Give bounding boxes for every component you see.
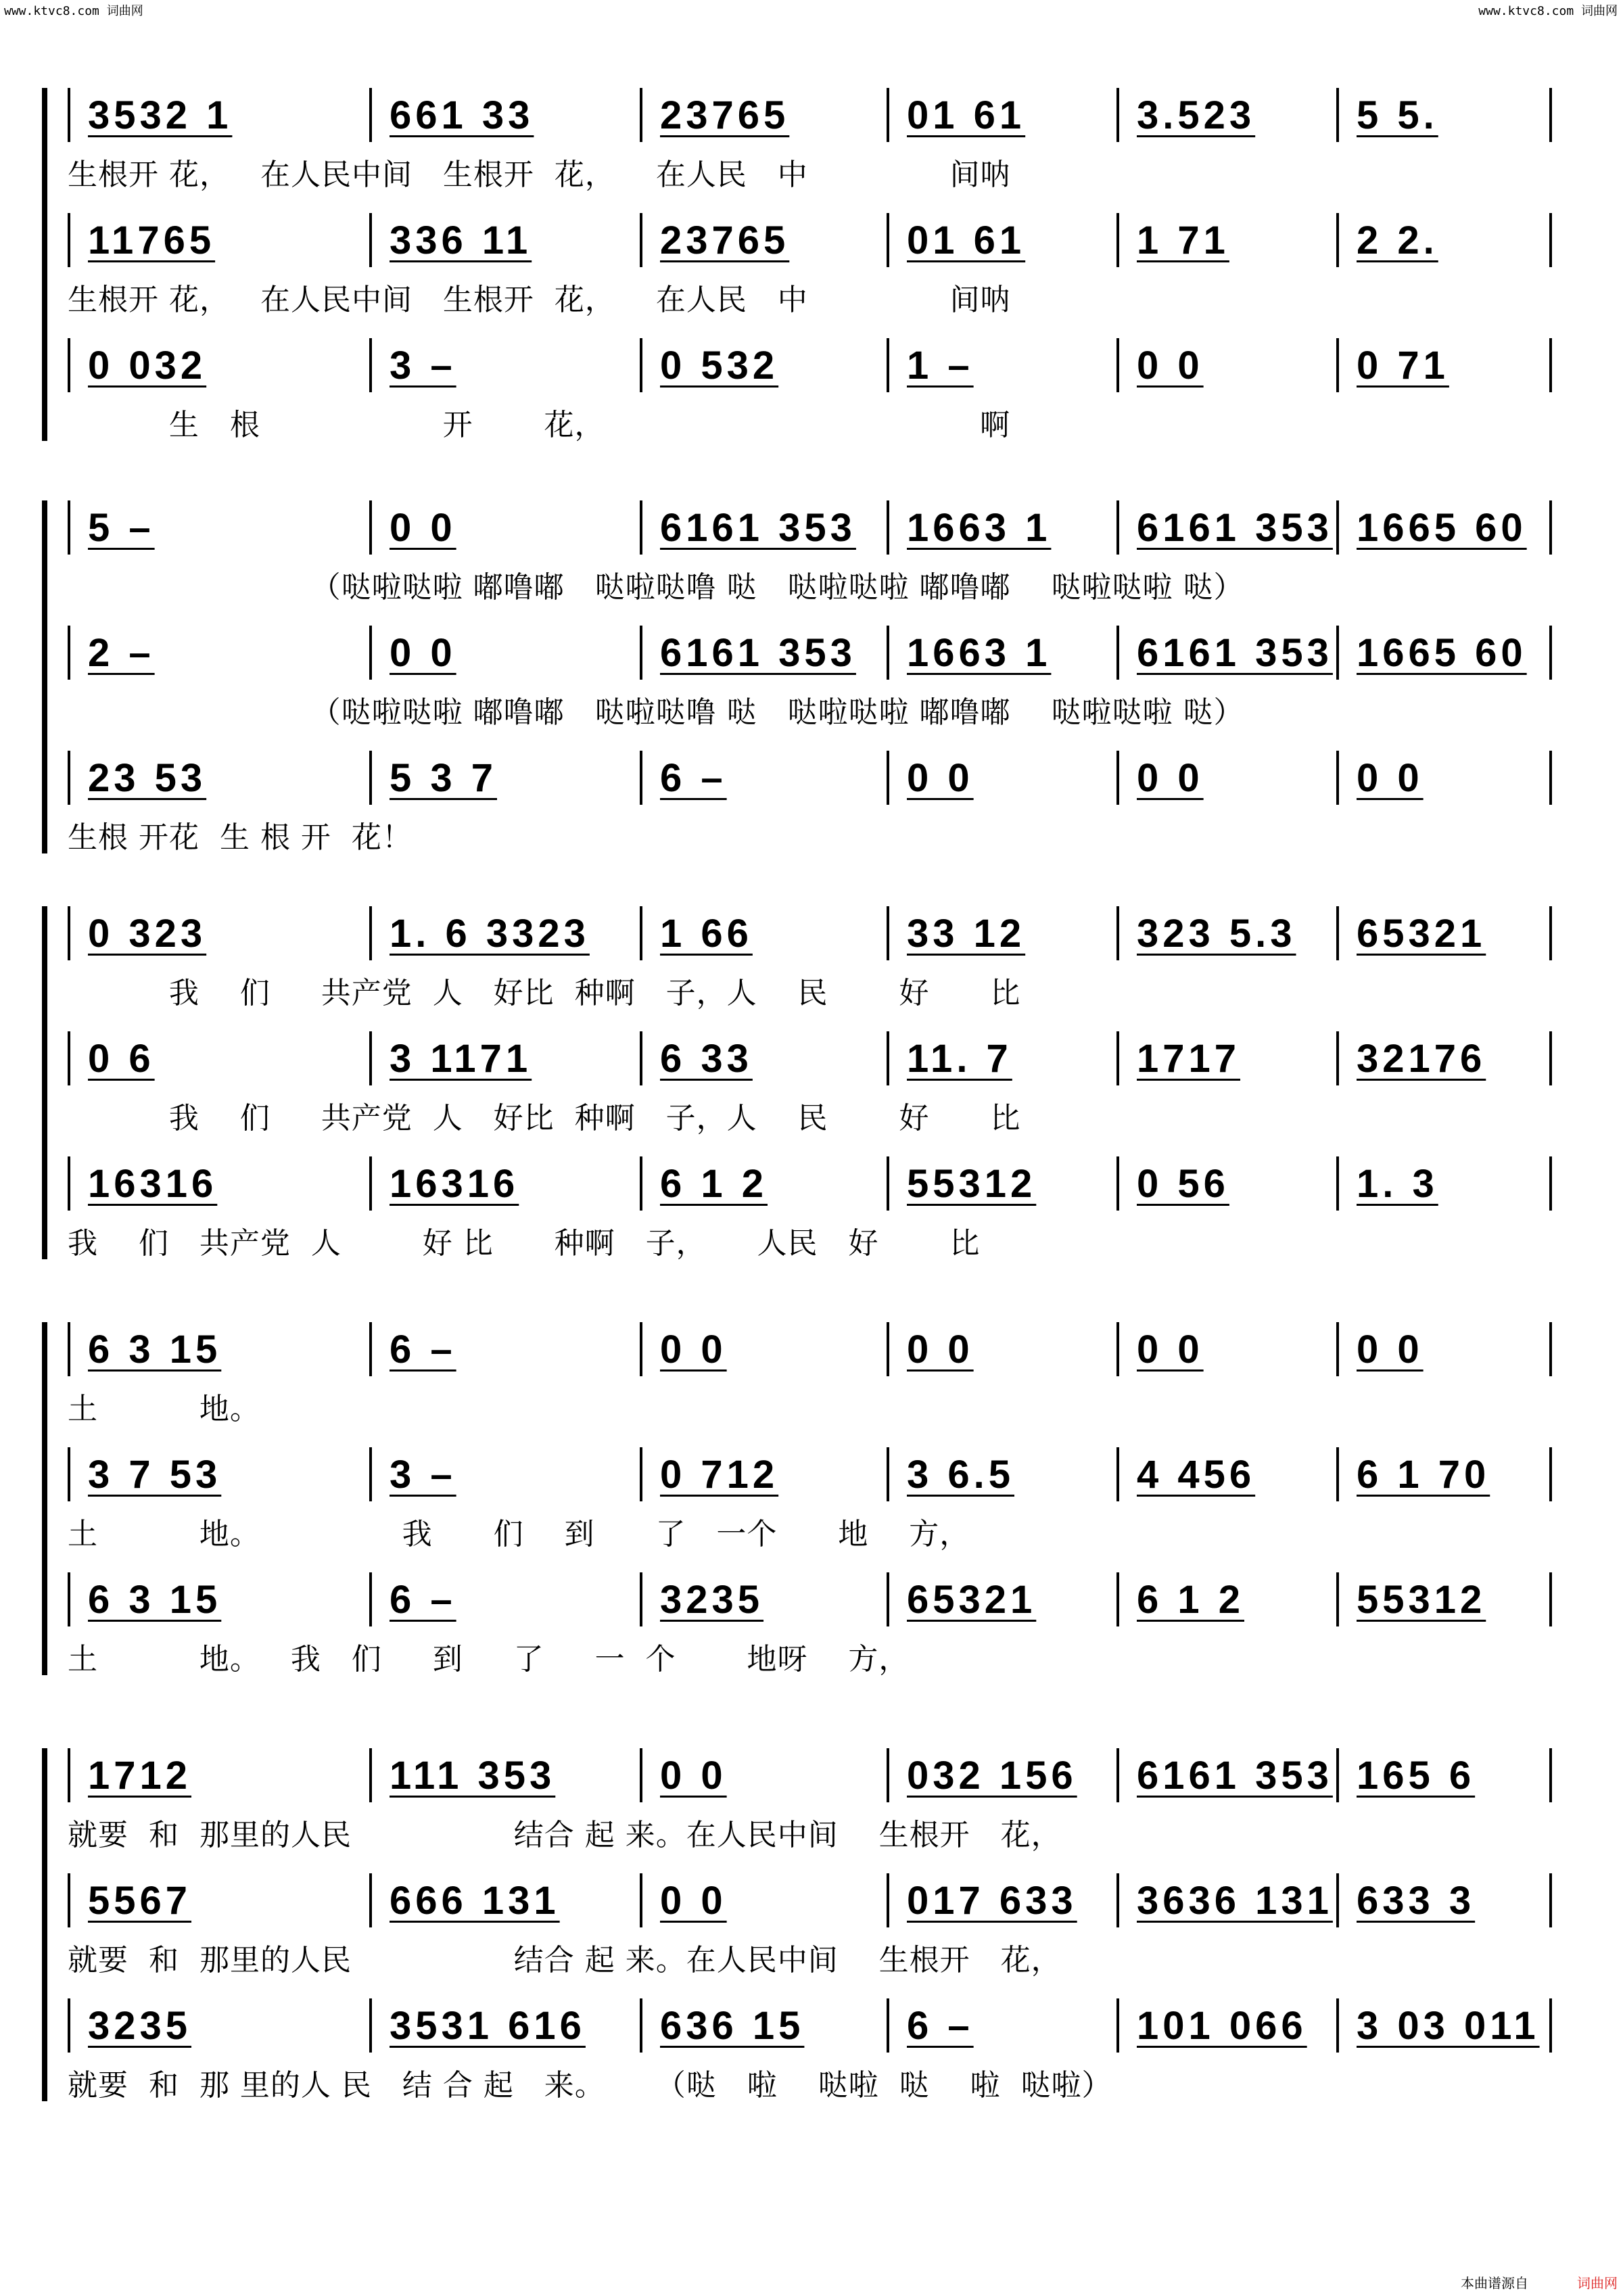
measure: 6 – [372,1572,642,1626]
lyric-text: （哒啦哒啦 嘟噜嘟 哒啦哒噜 哒 哒啦哒啦 嘟噜嘟 哒啦哒啦 哒） [68,695,1244,730]
measure: 661 33 [372,88,642,142]
measure: 0 323 [68,906,372,960]
measure: 5 5. [1339,88,1552,142]
system-bracket [42,88,53,441]
lyric-line [68,1810,1552,1851]
measure: 0 712 [642,1447,889,1501]
measure: 11. 7 [889,1031,1119,1085]
measure: 5 3 7 [372,751,642,805]
measure: 0 0 [1339,751,1552,805]
lyric-line [68,1384,1552,1425]
measure: 6 3 15 [68,1322,372,1376]
voice-notes-row [68,751,1552,805]
measure: 111 353 [372,1748,642,1802]
measure: 3636 131 [1119,1873,1339,1927]
measure: 6 3 15 [68,1572,372,1626]
measure: 6 – [889,1998,1119,2053]
measure: 0 6 [68,1031,372,1085]
measure: 1 – [889,338,1119,392]
system-bracket [42,1748,53,2101]
measure: 55312 [1339,1572,1552,1626]
footer-brand: 词曲网 [1577,2275,1618,2291]
measure: 0 0 [889,1322,1119,1376]
measure: 0 0 [1119,1322,1339,1376]
measure: 3235 [68,1998,372,2053]
measure: 23765 [642,88,889,142]
voice-notes-row [68,626,1552,680]
lyric-line [68,688,1552,728]
measure: 2 – [68,626,372,680]
measure: 16316 [68,1156,372,1211]
footer-source-note: 本曲谱源自 [1461,2275,1528,2291]
measure: 6161 353 [1119,500,1339,555]
measure: 01 61 [889,88,1119,142]
measure: 1. 3 [1339,1156,1552,1211]
lyric-text: 就要 和 那里的人民 结合 起 来。在人民中间 生根开 花， [68,1943,1062,1977]
measure: 1717 [1119,1031,1339,1085]
voice-notes-row [68,338,1552,392]
voice-notes-row [68,1156,1552,1211]
measure: 0 71 [1339,338,1552,392]
voice-notes-row [68,88,1552,142]
lyric-text: 我 们 共产党 人 好比 种啊 子，人 民 好 比 [68,1101,1021,1135]
measure: 0 0 [642,1748,889,1802]
measure: 1 66 [642,906,889,960]
voice-notes-row [68,213,1552,267]
measure: 3 – [372,338,642,392]
lyric-line [68,1219,1552,1259]
measure: 11765 [68,213,372,267]
measure: 0 0 [642,1873,889,1927]
measure: 3235 [642,1572,889,1626]
lyric-line [68,1509,1552,1550]
lyric-line [68,563,1552,603]
measure: 0 032 [68,338,372,392]
lyric-text: 我 们 共产党 人 好比 种啊 子，人 民 好 比 [68,976,1021,1010]
lyric-text: 就要 和 那 里的人 民 结 合 起 来。 （哒 啦 哒啦 哒 啦 哒啦） [68,2068,1112,2103]
measure: 0 532 [642,338,889,392]
measure: 6161 353 [642,500,889,555]
measure: 0 56 [1119,1156,1339,1211]
measure: 23765 [642,213,889,267]
measure: 165 6 [1339,1748,1552,1802]
measure: 0 0 [372,626,642,680]
measure: 0 0 [1119,338,1339,392]
measure: 1665 60 [1339,500,1552,555]
lyric-line [68,275,1552,316]
voice-notes-row [68,500,1552,555]
voice-notes-row [68,1572,1552,1626]
measure: 55312 [889,1156,1119,1211]
measure: 032 156 [889,1748,1119,1802]
lyric-text: 我 们 共产党 人 好 比 种啊 子， 人民 好 比 [68,1226,981,1261]
measure: 6 – [642,751,889,805]
measure: 2 2. [1339,213,1552,267]
measure: 3 1171 [372,1031,642,1085]
measure: 0 0 [889,751,1119,805]
site-watermark-left: www.ktvc8.com 词曲网 [4,4,143,18]
system-bracket [42,500,53,853]
measure: 33 12 [889,906,1119,960]
measure: 3 6.5 [889,1447,1119,1501]
lyric-line [68,1635,1552,1675]
measure: 6161 353 [1119,626,1339,680]
measure: 3532 1 [68,88,372,142]
voice-notes-row [68,906,1552,960]
voice-notes-row [68,1873,1552,1927]
voice-notes-row [68,1322,1552,1376]
site-watermark-right: www.ktvc8.com 词曲网 [1478,4,1618,18]
measure: 017 633 [889,1873,1119,1927]
system-bracket [42,906,53,1259]
measure: 3531 616 [372,1998,642,2053]
voice-notes-row [68,1031,1552,1085]
lyric-line [68,2061,1552,2101]
measure: 4 456 [1119,1447,1339,1501]
measure: 23 53 [68,751,372,805]
measure: 633 3 [1339,1873,1552,1927]
measure: 65321 [889,1572,1119,1626]
measure: 3.523 [1119,88,1339,142]
measure: 1665 60 [1339,626,1552,680]
measure: 1712 [68,1748,372,1802]
voice-notes-row [68,1998,1552,2053]
lyric-text: 生根开 花， 在人民中间 生根开 花， 在人民 中 间呐 [68,158,1011,192]
measure: 5 – [68,500,372,555]
measure: 65321 [1339,906,1552,960]
score-system [68,906,1552,1273]
measure: 0 0 [642,1322,889,1376]
lyric-text: 生根开 花， 在人民中间 生根开 花， 在人民 中 间呐 [68,283,1011,317]
measure: 0 0 [372,500,642,555]
measure: 6 1 2 [642,1156,889,1211]
score-system [68,1322,1552,1689]
measure: 6 33 [642,1031,889,1085]
measure: 0 0 [1339,1322,1552,1376]
measure: 1 71 [1119,213,1339,267]
voice-notes-row [68,1447,1552,1501]
lyric-text: 就要 和 那里的人民 结合 起 来。在人民中间 生根开 花， [68,1818,1062,1852]
lyric-text: （哒啦哒啦 嘟噜嘟 哒啦哒噜 哒 哒啦哒啦 嘟噜嘟 哒啦哒啦 哒） [68,570,1244,605]
lyric-line [68,150,1552,191]
score-system [68,500,1552,867]
measure: 636 15 [642,1998,889,2053]
measure: 0 0 [1119,751,1339,805]
lyric-text: 土 地。 我 们 到 了 一个 地 方， [68,1517,970,1551]
voice-notes-row [68,1748,1552,1802]
score-system [68,88,1552,454]
lyric-text: 生 根 开 花， 啊 [68,408,1010,442]
lyric-line [68,968,1552,1009]
measure: 6 1 2 [1119,1572,1339,1626]
lyric-text: 土 地。 [68,1392,260,1426]
measure: 101 066 [1119,1998,1339,2053]
measure: 1663 1 [889,500,1119,555]
measure: 6 – [372,1322,642,1376]
measure: 6161 353 [642,626,889,680]
measure: 1. 6 3323 [372,906,642,960]
measure: 1663 1 [889,626,1119,680]
measure: 666 131 [372,1873,642,1927]
measure: 32176 [1339,1031,1552,1085]
measure: 5567 [68,1873,372,1927]
measure: 3 – [372,1447,642,1501]
lyric-text: 生根 开花 生 根 开 花！ [68,820,413,855]
measure: 6 1 70 [1339,1447,1552,1501]
measure: 3 03 011 [1339,1998,1552,2053]
lyric-line [68,813,1552,853]
measure: 6161 353 [1119,1748,1339,1802]
measure: 323 5.3 [1119,906,1339,960]
lyric-line [68,1094,1552,1134]
lyric-line [68,400,1552,441]
measure: 336 11 [372,213,642,267]
lyric-line [68,1936,1552,1976]
score-system [68,1748,1552,2115]
lyric-text: 土 地。 我 们 到 了 一 个 地呀 方， [68,1642,910,1677]
measure: 16316 [372,1156,642,1211]
measure: 3 7 53 [68,1447,372,1501]
measure: 01 61 [889,213,1119,267]
system-bracket [42,1322,53,1675]
